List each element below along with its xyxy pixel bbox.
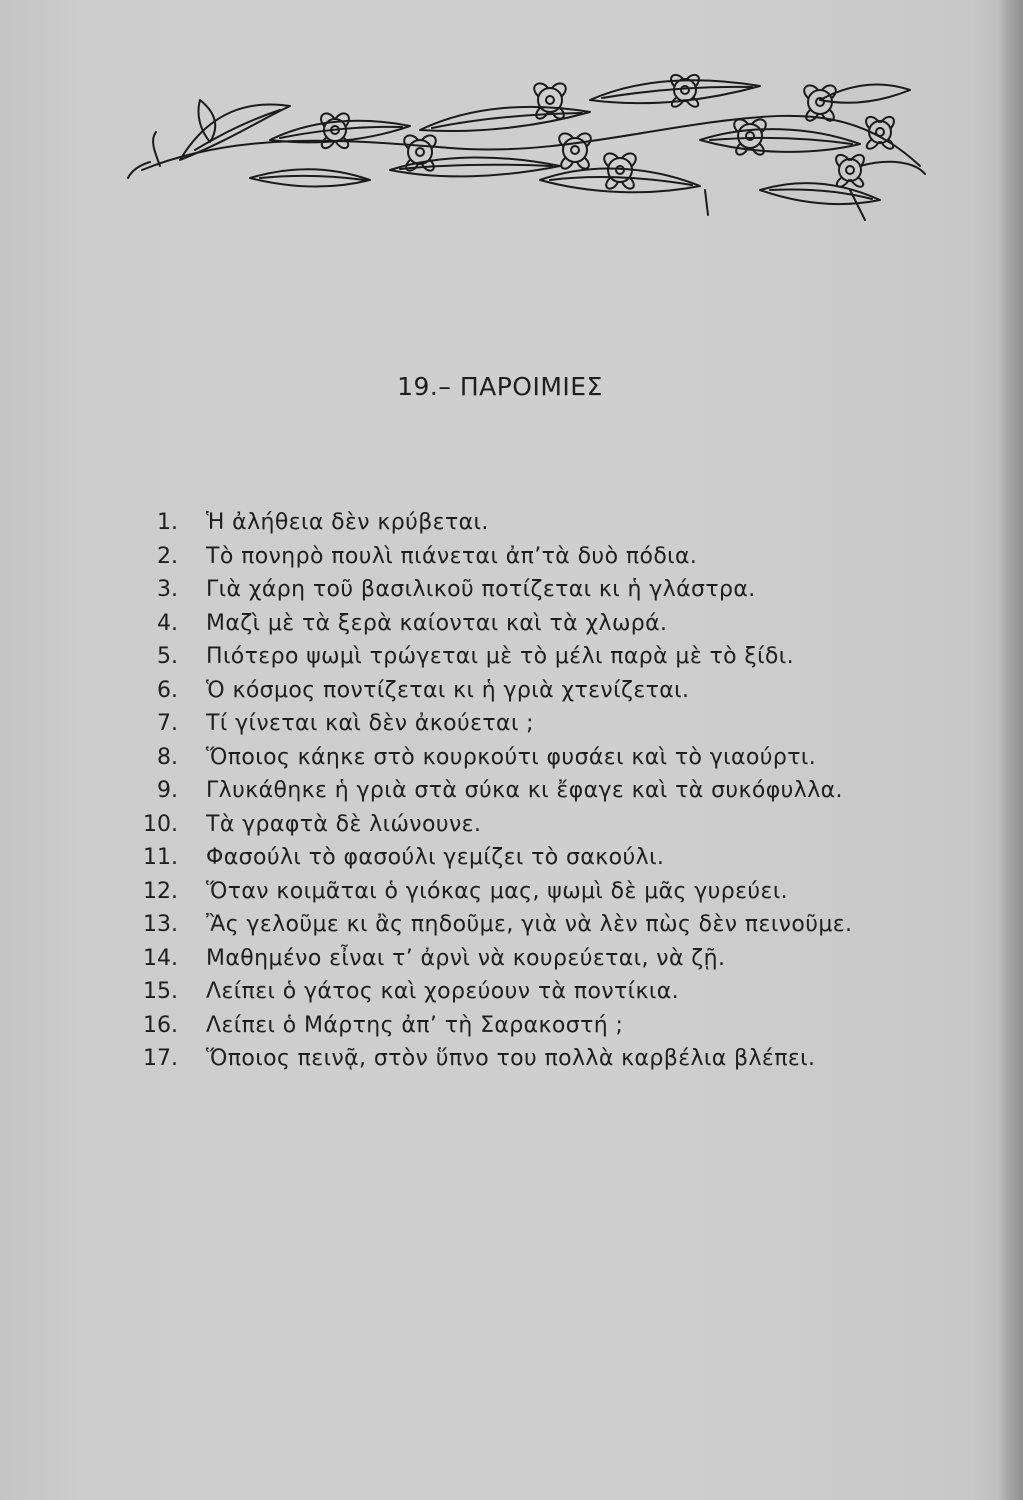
proverb-item	[140, 674, 940, 708]
proverb-number: 6.	[157, 677, 178, 703]
proverb-item	[140, 774, 940, 808]
proverb-text: Τὰ γραφτὰ δὲ λιώνουνε.	[206, 811, 482, 837]
proverb-item	[140, 808, 940, 842]
proverb-text: Ὅταν κοιμᾶται ὁ γιόκας μας, ψωμὶ δὲ μᾶς γυρεύει.	[206, 878, 789, 904]
proverb-text: Ὅποιος πεινᾷ, στὸν ὕπνο του πολλὰ καρβέλια βλέπει.	[206, 1046, 816, 1071]
proverb-text: Πιότερο ψωμὶ τρώγεται μὲ τὸ μέλι παρὰ μὲ τὸ ξίδι.	[206, 644, 795, 669]
proverb-item	[140, 841, 940, 875]
proverb-number: 13.	[143, 912, 178, 937]
proverb-number: 3.	[157, 577, 178, 602]
proverb-text: Ὁ κόσμος ποντίζεται κι ἡ γριὰ χτενίζεται.	[206, 677, 690, 703]
proverb-text: Γιὰ χάρη τοῦ βασιλικοῦ ποτίζεται κι ἡ γλάστρα.	[206, 577, 756, 602]
proverb-item	[140, 540, 940, 574]
proverb-text: Ὅποιος κάηκε στὸ κουρκούτι φυσάει καὶ τὸ γιαούρτι.	[206, 744, 817, 770]
proverb-number: 1.	[157, 510, 178, 535]
proverb-number: 7.	[157, 711, 178, 736]
proverb-item	[140, 942, 940, 976]
proverb-item	[140, 640, 940, 674]
proverb-number: 4.	[157, 610, 178, 636]
proverb-item	[140, 908, 940, 942]
proverb-text: Ἡ ἀλήθεια δὲν κρύβεται.	[206, 510, 489, 535]
proverb-number: 15.	[143, 979, 178, 1004]
proverb-number: 12.	[143, 878, 178, 904]
proverb-item	[140, 573, 940, 607]
proverb-item	[140, 1042, 940, 1076]
page-edge-shadow	[997, 0, 1023, 1500]
proverb-text: Μαζὶ μὲ τὰ ξερὰ καίονται καὶ τὰ χλωρά.	[206, 610, 668, 636]
proverb-number: 9.	[157, 778, 178, 803]
proverb-text: Τί γίνεται καὶ δὲν ἀκούεται ;	[206, 711, 534, 736]
proverb-item	[140, 875, 940, 909]
proverb-list	[140, 506, 940, 1076]
floral-vine-ornament-icon	[120, 70, 930, 230]
proverb-text: Τὸ πονηρὸ πουλὶ πιάνεται ἀπ’τὰ δυὸ πόδια.	[206, 543, 698, 569]
proverb-text: Φασούλι τὸ φασούλι γεμίζει τὸ σακούλι.	[206, 845, 665, 870]
proverb-text: Λείπει ὁ γάτος καὶ χορεύουν τὰ ποντίκια.	[206, 979, 680, 1004]
page-title: 19.– ΠΑΡΟΙΜΙΕΣ	[397, 372, 603, 401]
proverb-text: Ἂς γελοῦμε κι ἂς πηδοῦμε, γιὰ νὰ λὲν πὼς δὲν πεινοῦμε.	[206, 912, 853, 937]
proverb-number: 14.	[143, 945, 178, 971]
proverb-text: Μαθημένο εἶναι τ’ ἀρνὶ νὰ κουρεύεται, νὰ ζῇ.	[206, 945, 726, 971]
proverb-text: Γλυκάθηκε ἡ γριὰ στὰ σύκα κι ἔφαγε καὶ τὰ συκόφυλλα.	[206, 778, 843, 803]
proverb-number: 2.	[157, 543, 178, 569]
proverb-item	[140, 1009, 940, 1043]
proverb-item	[140, 506, 940, 540]
proverb-number: 5.	[157, 644, 178, 669]
proverb-number: 10.	[143, 811, 178, 837]
proverb-number: 16.	[143, 1012, 178, 1038]
proverb-item	[140, 707, 940, 741]
proverb-number: 17.	[143, 1046, 178, 1071]
proverb-item	[140, 975, 940, 1009]
proverb-number: 8.	[157, 744, 178, 770]
proverb-text: Λείπει ὁ Μάρτης ἀπ’ τὴ Σαρακοστή ;	[206, 1012, 624, 1038]
proverb-item	[140, 741, 940, 775]
proverb-number: 11.	[143, 845, 178, 870]
proverb-item	[140, 607, 940, 641]
